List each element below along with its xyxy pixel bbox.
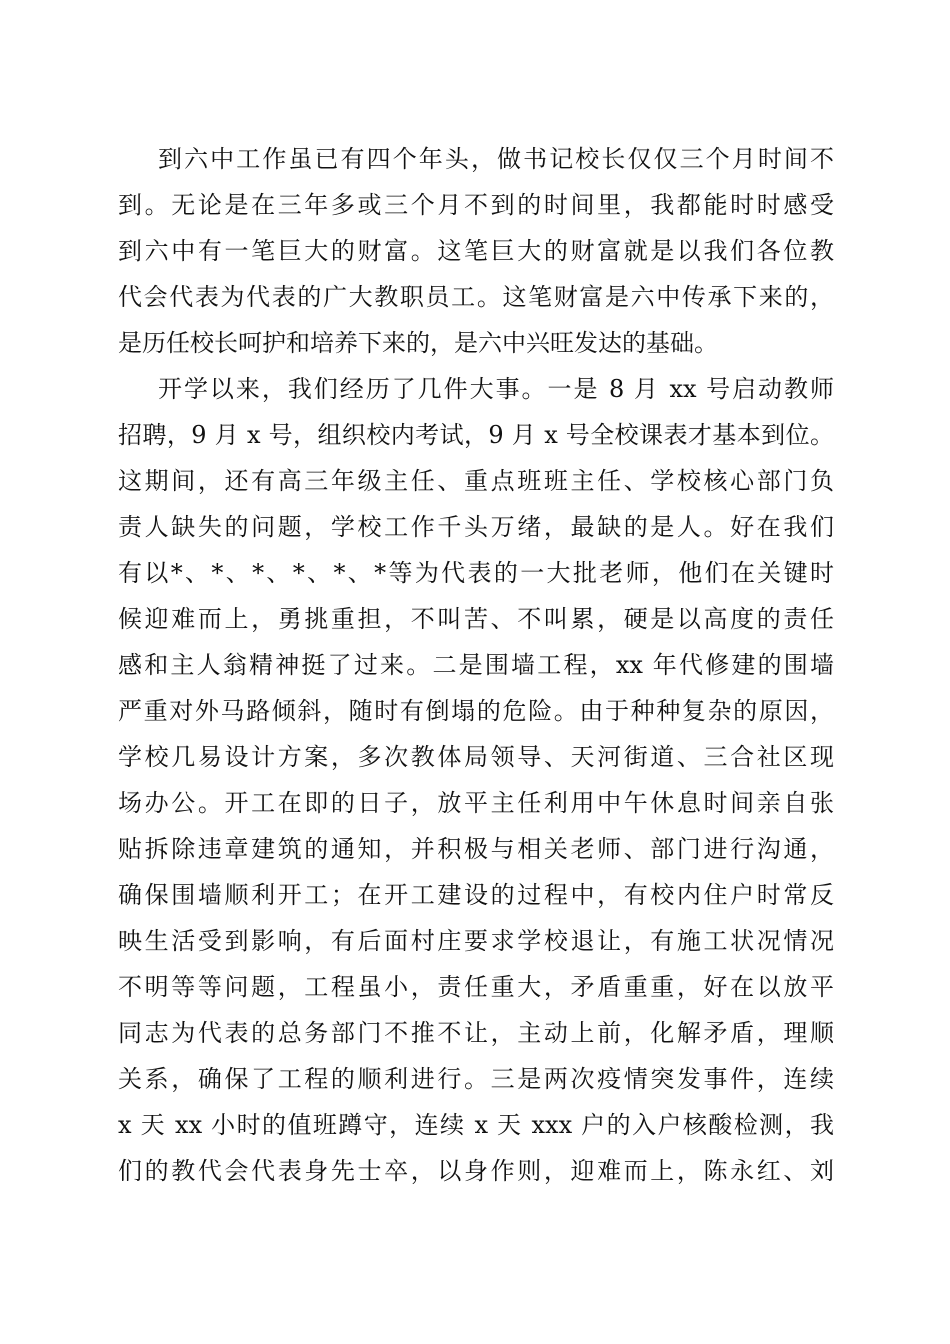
paragraph-2-line-3: 这期间，还有高三年级主任、重点班班主任、学校核心部门负	[118, 467, 834, 495]
paragraph-2-line-2: 招聘，9 月 x 号，组织校内考试，9 月 x 号全校课表才基本到位。	[118, 421, 834, 449]
paragraph-2-line-11: 贴拆除违章建筑的通知，并积极与相关老师、部门进行沟通，	[118, 835, 834, 863]
paragraph-1-line-4: 代会代表为代表的广大教职员工。这笔财富是六中传承下来的，	[118, 283, 834, 311]
paragraph-2-line-17: x 天 xx 小时的值班蹲守，连续 x 天 xxx 户的入户核酸检测，我	[118, 1111, 834, 1139]
paragraph-1-line-5: 是历任校长呵护和培养下来的，是六中兴旺发达的基础。	[118, 329, 718, 357]
paragraph-2-line-16: 关系，确保了工程的顺利进行。三是两次疫情突发事件，连续	[118, 1065, 834, 1093]
paragraph-1-line-2: 到。无论是在三年多或三个月不到的时间里，我都能时时感受	[118, 191, 834, 219]
paragraph-1-line-3: 到六中有一笔巨大的财富。这笔巨大的财富就是以我们各位教	[118, 237, 834, 265]
paragraph-2-line-1: 开学以来，我们经历了几件大事。一是 8 月 xx 号启动教师	[158, 375, 834, 403]
paragraph-2-line-10: 场办公。开工在即的日子，放平主任利用中午休息时间亲自张	[118, 789, 834, 817]
paragraph-2-line-7: 感和主人翁精神挺了过来。二是围墙工程，xx 年代修建的围墙	[118, 651, 834, 679]
paragraph-2-line-15: 同志为代表的总务部门不推不让，主动上前，化解矛盾，理顺	[118, 1019, 834, 1047]
paragraph-2-line-5: 有以*、*、*、*、*、*等为代表的一大批老师，他们在关键时	[118, 559, 834, 587]
paragraph-2-line-14: 不明等等问题，工程虽小，责任重大，矛盾重重，好在以放平	[118, 973, 834, 1001]
paragraph-2-line-12: 确保围墙顺利开工；在开工建设的过程中，有校内住户时常反	[118, 881, 834, 909]
paragraph-2-line-6: 候迎难而上，勇挑重担，不叫苦、不叫累，硬是以高度的责任	[118, 605, 834, 633]
paragraph-2-line-8: 严重对外马路倾斜，随时有倒塌的危险。由于种种复杂的原因，	[118, 697, 834, 725]
paragraph-2-line-13: 映生活受到影响，有后面村庄要求学校退让，有施工状况情况	[118, 927, 834, 955]
paragraph-2-line-18: 们的教代会代表身先士卒，以身作则，迎难而上，陈永红、刘	[118, 1157, 834, 1185]
paragraph-2-line-4: 责人缺失的问题，学校工作千头万绪，最缺的是人。好在我们	[118, 513, 834, 541]
paragraph-1-line-1: 到六中工作虽已有四个年头，做书记校长仅仅三个月时间不	[158, 145, 834, 173]
document-body	[118, 136, 834, 1194]
paragraph-2-line-9: 学校几易设计方案，多次教体局领导、天河街道、三合社区现	[118, 743, 834, 771]
